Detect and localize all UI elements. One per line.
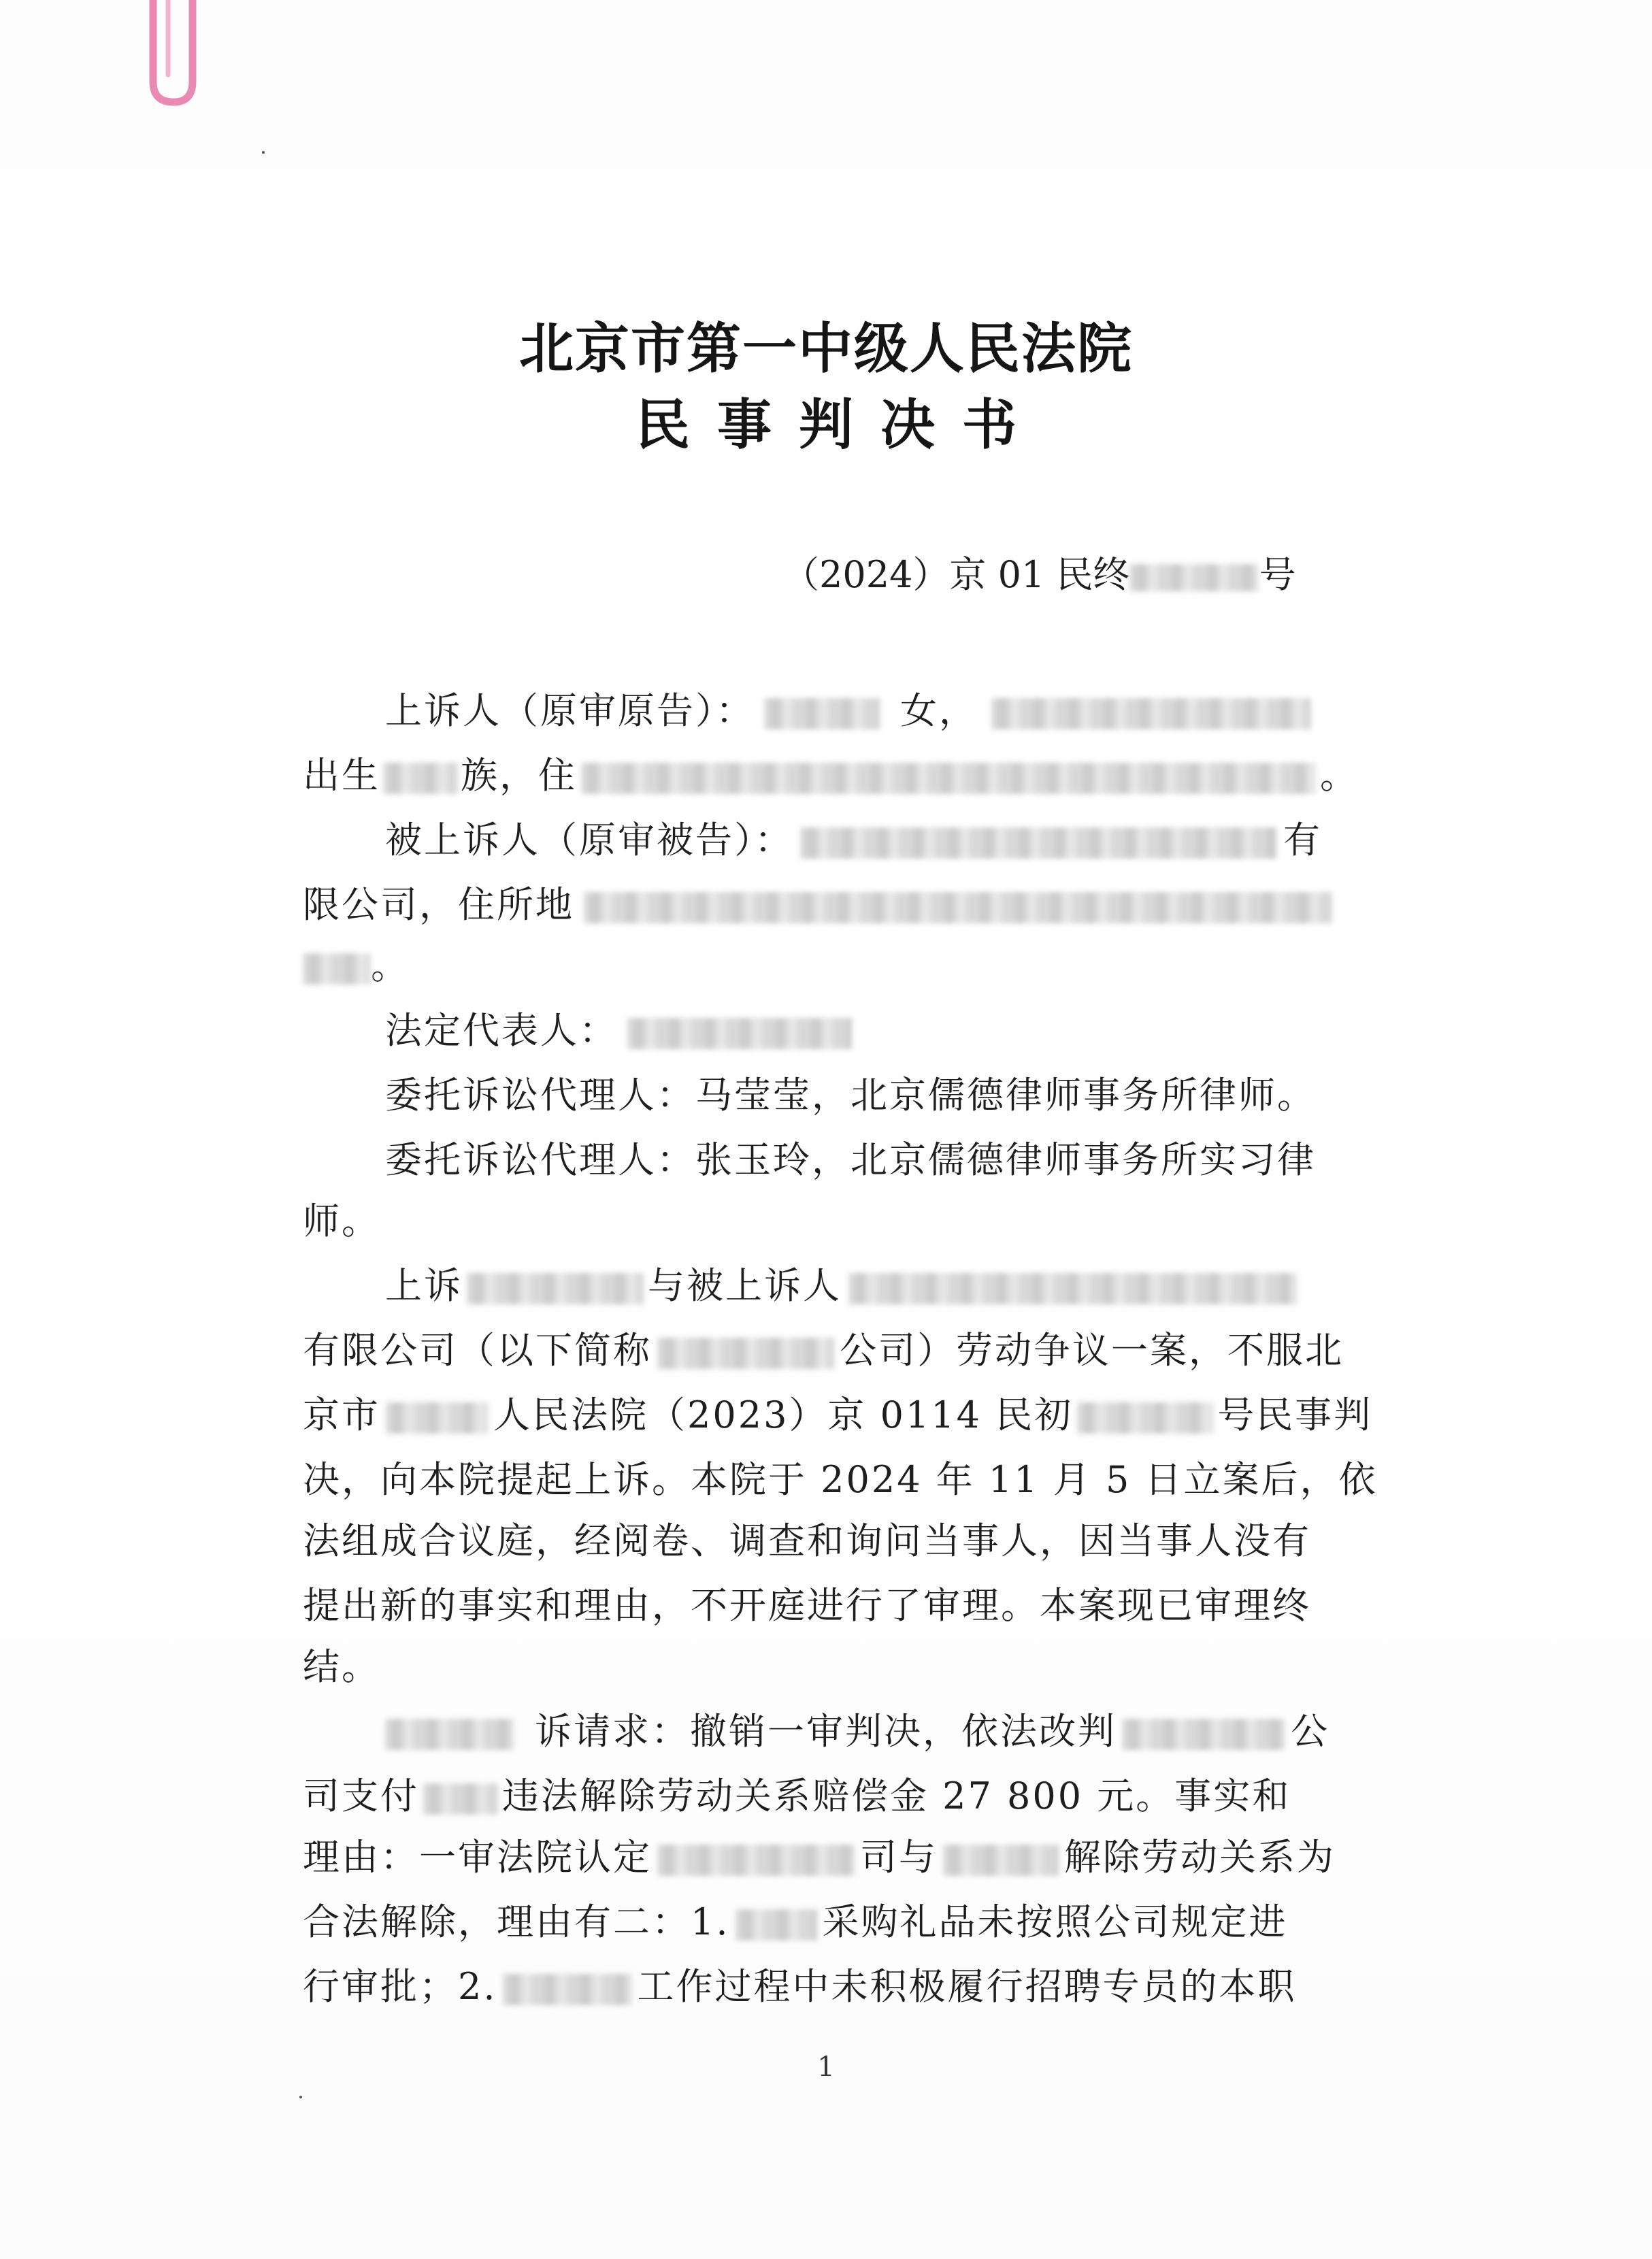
text-run: 公司）劳动争议一案，不服北 xyxy=(840,1329,1344,1372)
appellant-label: 上诉人（原审原告）： xyxy=(385,689,755,732)
text-run: 号民事判 xyxy=(1217,1394,1373,1436)
page-number: 1 xyxy=(817,2051,835,2083)
body-line: 法组成合议庭，经阅卷、调查和询问当事人，因当事人没有 xyxy=(303,1519,1311,1562)
body-line: 结。 xyxy=(303,1645,380,1688)
appellee-label: 被上诉人（原审被告）： xyxy=(385,819,793,861)
body-line xyxy=(303,1323,1351,1378)
body-line: 提出新的事实和理由，不开庭进行了审理。本案现已审理终 xyxy=(303,1584,1311,1627)
case-number xyxy=(782,548,1295,602)
scan-speck xyxy=(262,151,265,154)
body-line xyxy=(303,1895,1351,1949)
case-number-prefix: （2024）京 01 民终 xyxy=(782,553,1130,596)
redacted-block xyxy=(423,1783,498,1815)
body-line xyxy=(385,1704,1433,1759)
redacted-block xyxy=(1122,1719,1285,1750)
legal-representative-line xyxy=(385,1004,1433,1058)
redacted-block xyxy=(848,1273,1298,1304)
body-line xyxy=(303,1769,1351,1824)
appellant-line-2 xyxy=(303,748,1359,803)
redacted-block xyxy=(303,953,371,985)
text-run: 理由：一审法院认定 xyxy=(303,1836,652,1879)
appellee-address-label: 限公司，住所地 xyxy=(303,883,574,926)
legal-rep-label: 法定代表人： xyxy=(385,1009,618,1052)
text-run: 诉请求：撤销一审判决，依法改判 xyxy=(535,1710,1117,1753)
body-line xyxy=(303,1388,1373,1442)
body-line xyxy=(303,1830,1351,1885)
body-line: 决，向本院提起上诉。本院于 2024 年 11 月 5 日立案后，依 xyxy=(303,1458,1378,1501)
appellee-tail: 有 xyxy=(1283,819,1322,861)
appellee-line-3 xyxy=(303,939,1351,993)
redacted-block xyxy=(386,1402,488,1434)
text-run: 司支付 xyxy=(303,1775,419,1817)
body-line xyxy=(303,1960,1351,2014)
body-line xyxy=(385,1259,1433,1313)
redacted-block xyxy=(736,1909,817,1941)
text-run: 解除劳动关系为 xyxy=(1064,1836,1336,1879)
text-run: 采购礼品未按照公司规定进 xyxy=(822,1900,1288,1943)
birth-prefix: 出生 xyxy=(303,754,380,797)
court-name: 北京市第一中级人民法院 xyxy=(519,316,1133,380)
redacted-block xyxy=(627,1018,852,1049)
line-end: 。 xyxy=(1320,754,1359,797)
appellant-gender: 女， xyxy=(900,689,978,732)
birth-mid: 族，住 xyxy=(461,754,577,797)
text-run: 公 xyxy=(1291,1710,1329,1753)
text-run: 上诉 xyxy=(385,1264,463,1307)
redacted-block xyxy=(503,1974,632,2005)
text-run: 违法解除劳动关系赔偿金 27 800 元。事实和 xyxy=(502,1775,1291,1817)
text-run: 有限公司（以下简称 xyxy=(303,1329,652,1372)
redacted-block xyxy=(1129,564,1259,591)
text-run: 行审批；2. xyxy=(303,1965,497,2008)
document-type-title: 民事判决书 xyxy=(635,393,1044,457)
redacted-block xyxy=(385,1719,514,1750)
line-end: 。 xyxy=(371,944,410,987)
case-number-suffix: 号 xyxy=(1259,553,1296,596)
redacted-block xyxy=(584,892,1332,923)
text-run: 工作过程中未积极履行招聘专员的本职 xyxy=(637,1965,1297,2008)
appellee-line-2 xyxy=(303,878,1351,932)
text-run: 人民法院（2023）京 0114 民初 xyxy=(493,1394,1074,1436)
appellant-line xyxy=(385,684,1433,738)
scan-speck xyxy=(299,2096,302,2098)
agent-1-line: 委托诉讼代理人：马莹莹，北京儒德律师事务所律师。 xyxy=(385,1074,1316,1117)
agent-2-line-2: 师。 xyxy=(303,1200,380,1242)
text-run: 京市 xyxy=(303,1394,380,1436)
text-run: 合法解除，理由有二：1. xyxy=(303,1900,730,1943)
redacted-block xyxy=(383,763,458,794)
redacted-block xyxy=(943,1845,1059,1876)
paper-clip-icon xyxy=(133,0,208,109)
appellee-line xyxy=(385,813,1433,868)
agent-2-line: 委托诉讼代理人：张玉玲，北京儒德律师事务所实习律 xyxy=(385,1138,1316,1181)
text-run: 与被上诉人 xyxy=(648,1264,842,1307)
redacted-block xyxy=(764,698,880,729)
redacted-block xyxy=(1077,1402,1213,1434)
redacted-block xyxy=(581,763,1316,794)
redacted-block xyxy=(467,1273,644,1304)
redacted-block xyxy=(657,1845,855,1876)
redacted-block xyxy=(657,1338,834,1369)
redacted-block xyxy=(991,698,1311,729)
text-run: 司与 xyxy=(860,1836,938,1879)
redacted-block xyxy=(800,827,1276,859)
